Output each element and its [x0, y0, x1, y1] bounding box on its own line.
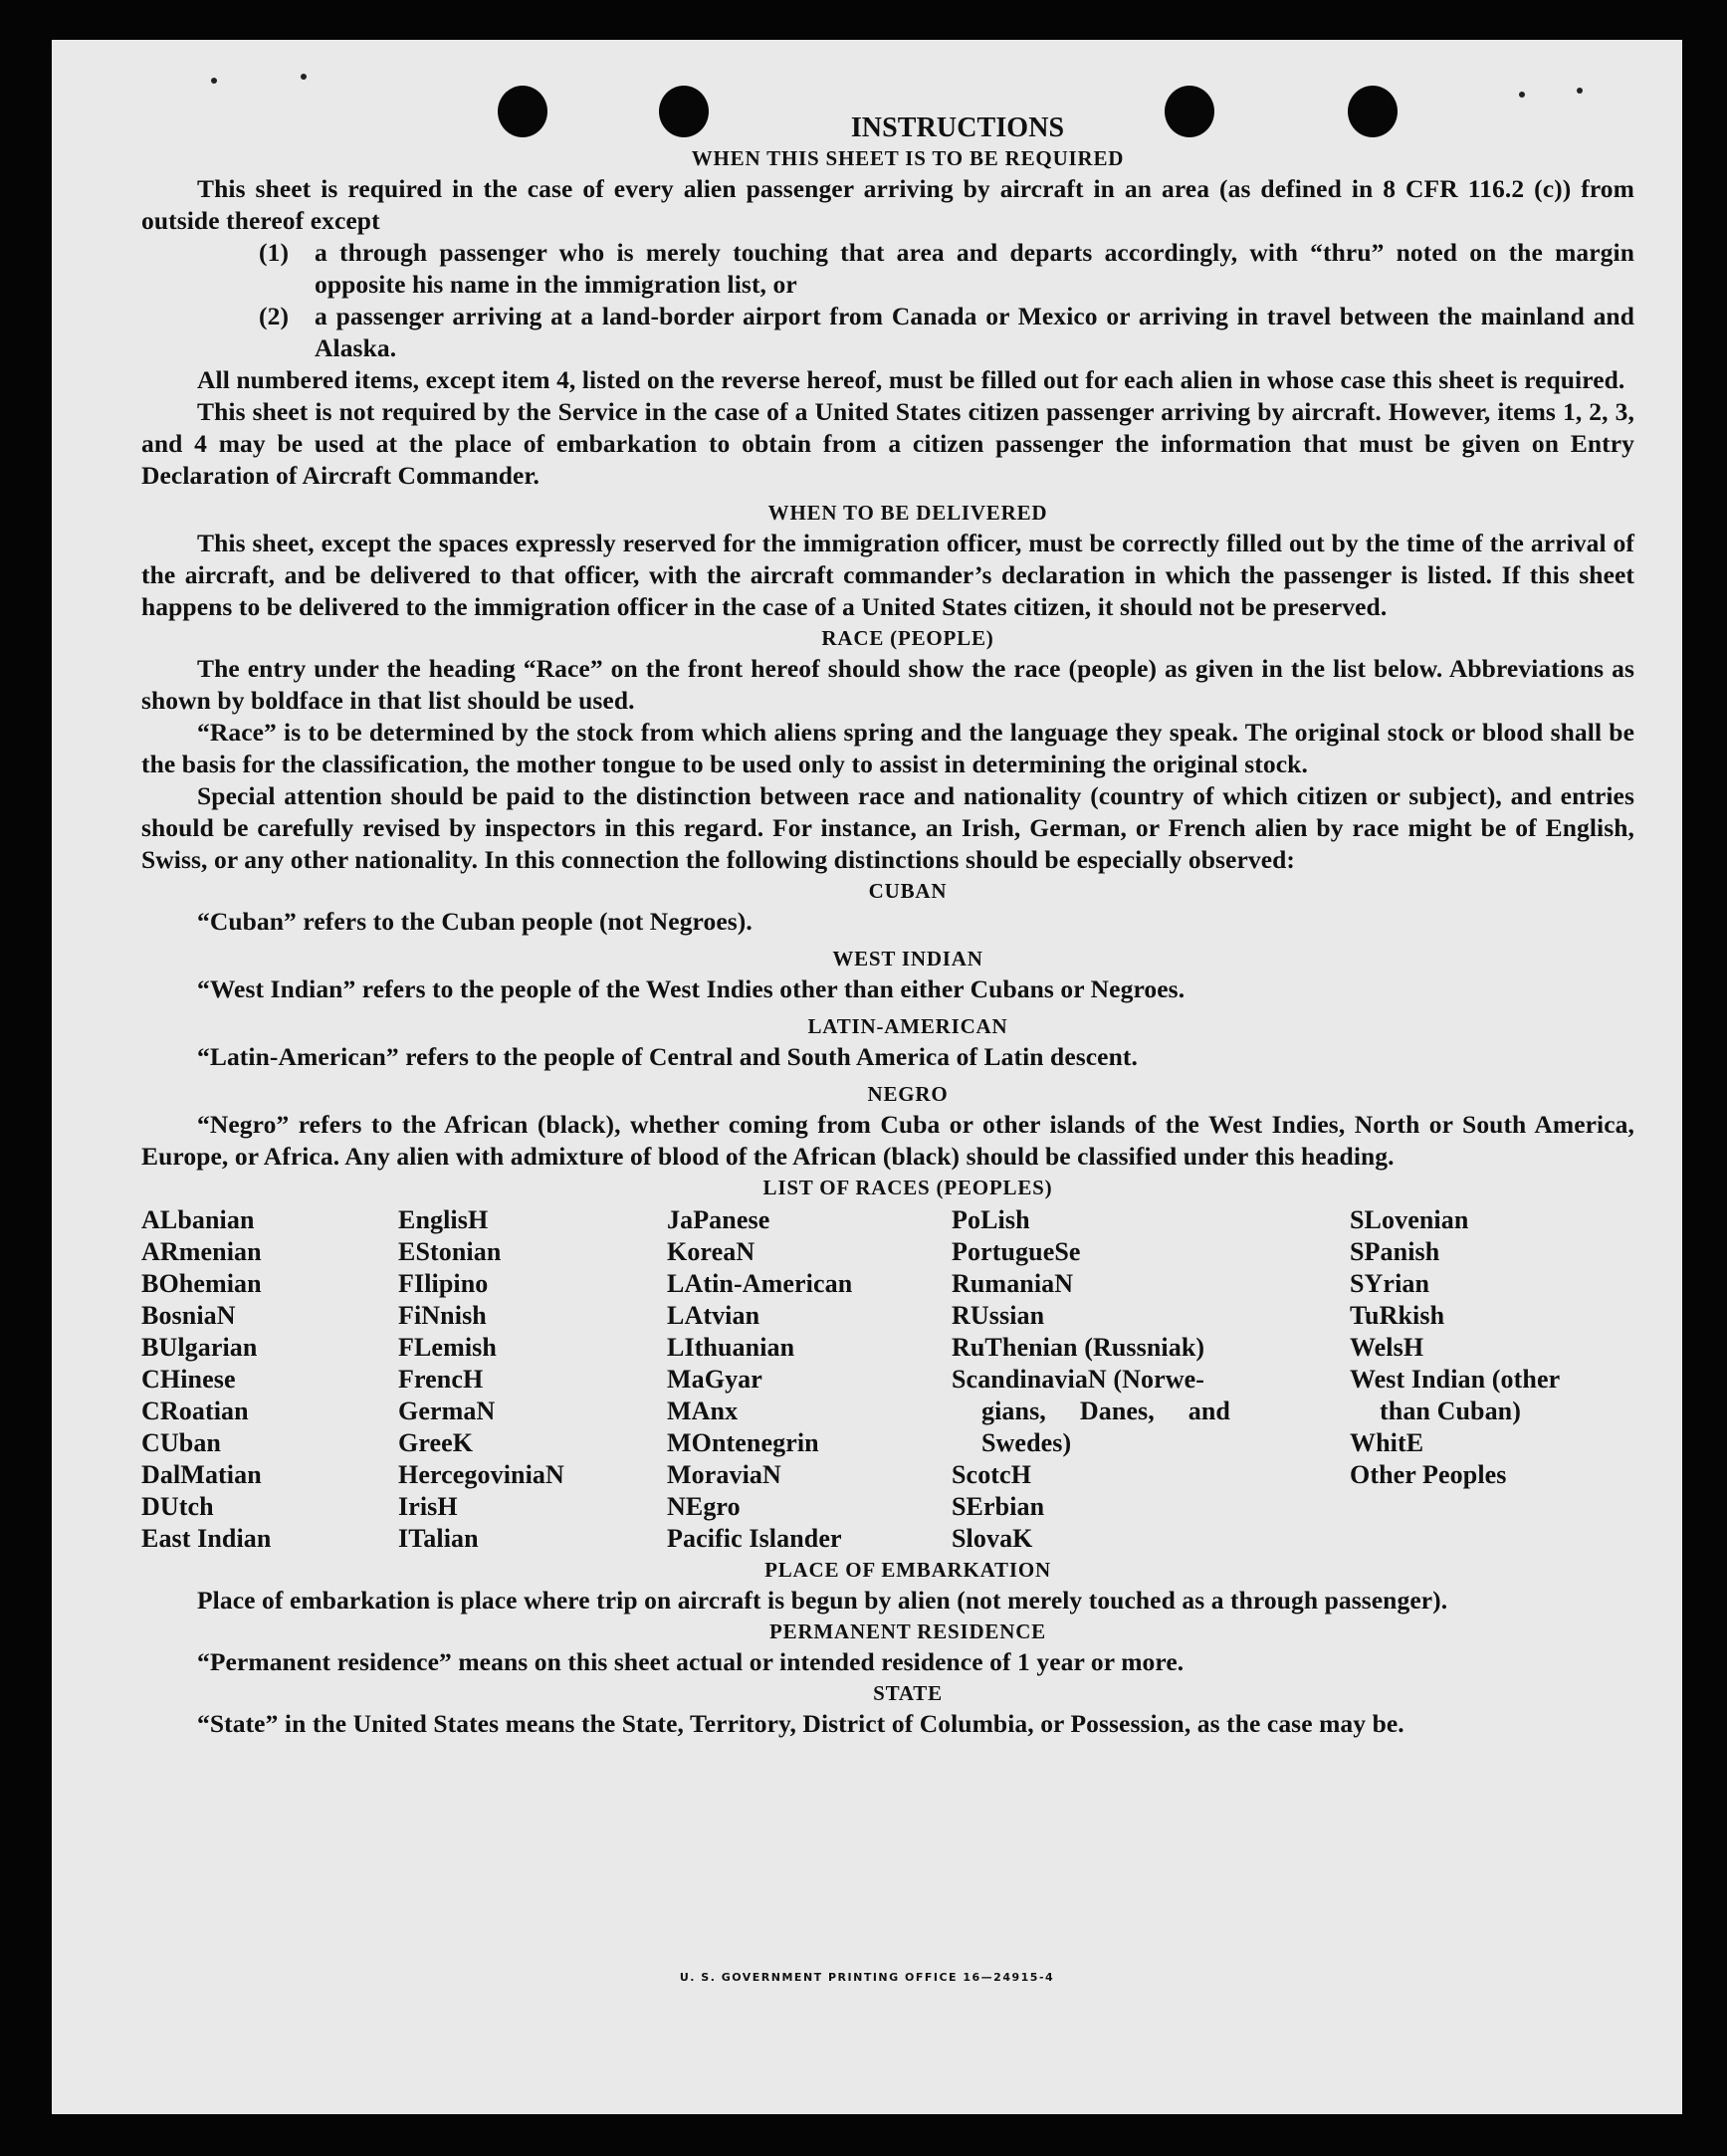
race-item: SYrian	[1350, 1269, 1430, 1298]
heading-latin-american: LATIN-AMERICAN	[807, 1014, 1008, 1038]
race-item: MoraviaN	[667, 1460, 781, 1489]
heading-when-required: WHEN THIS SHEET IS TO BE REQUIRED	[691, 146, 1125, 170]
heading-negro: NEGRO	[867, 1082, 949, 1106]
race-column	[1350, 1204, 1634, 1555]
race-item: ARmenian	[141, 1237, 262, 1266]
race-item: FrencH	[398, 1365, 484, 1394]
item-text: a through passenger who is merely touching that area and departs accordingly, with “thru” noted on the margin opposite his name in the immigration list, or	[315, 238, 1634, 299]
race-item: TuRkish	[1350, 1301, 1445, 1330]
paragraph: Special attention should be paid to the distinction between race and nationality (country of which citizen or subject), and entries should be carefully revised by inspectors in this regard. For instance, an Irish, German, or French alien by race might be of English, Swiss, or any other nationality. In this connection the following distinctions should be especially observed:	[141, 781, 1634, 874]
race-item: JaPanese	[667, 1205, 770, 1234]
race-item: CRoatian	[141, 1397, 249, 1425]
race-item: IrisH	[398, 1492, 458, 1521]
paragraph: “Negro” refers to the African (black), whether coming from Cuba or other islands of the West Indies, North or South America, Europe, or Africa. Any alien with admixture of blood of the African (black) should be classified under this heading.	[141, 1110, 1634, 1171]
race-item: EnglisH	[398, 1205, 489, 1234]
race-item: ITalian	[398, 1524, 479, 1553]
numbered-item	[141, 237, 1634, 301]
speck	[1519, 92, 1525, 98]
race-item: RumaniaN	[952, 1269, 1074, 1298]
race-item: SErbian	[952, 1492, 1045, 1521]
heading-permanent-residence: PERMANENT RESIDENCE	[769, 1619, 1046, 1643]
race-item: CHinese	[141, 1365, 236, 1394]
item-number: (1)	[259, 238, 290, 267]
race-item: GermaN	[398, 1397, 496, 1425]
race-item: RuThenian (Russniak)	[952, 1333, 1205, 1362]
heading-west-indian: WEST INDIAN	[832, 947, 983, 970]
instructions-body	[141, 111, 1634, 1740]
heading-state: STATE	[873, 1681, 943, 1705]
race-item: SPanish	[1350, 1237, 1440, 1266]
paragraph: The entry under the heading “Race” on the front hereof should show the race (people) as given in the list below. Abbreviations as shown by boldface in that list should be used.	[141, 654, 1634, 715]
race-item: NEgro	[667, 1492, 741, 1521]
paragraph: This sheet is not required by the Service in the case of a United States citizen passenger arriving by aircraft. However, items 1, 2, 3, and 4 may be used at the place of embarkation to obtain from a citizen passenger the information that must be given on Entry Declaration of Aircraft Commander.	[141, 397, 1634, 490]
race-column	[952, 1204, 1350, 1555]
heading-embarkation: PLACE OF EMBARKATION	[764, 1558, 1051, 1582]
paragraph: “Latin-American” refers to the people of Central and South America of Latin descent.	[197, 1042, 1138, 1071]
race-item: Pacific Islander	[667, 1524, 842, 1553]
race-item: CUban	[141, 1428, 221, 1457]
paragraph: “Cuban” refers to the Cuban people (not Negroes).	[197, 907, 753, 936]
numbered-item	[141, 301, 1634, 364]
race-item: Other Peoples	[1350, 1460, 1507, 1489]
paragraph: Place of embarkation is place where trip on aircraft is begun by alien (not merely touched as a through passenger).	[197, 1586, 1448, 1615]
race-item: HercegoviniaN	[398, 1460, 564, 1489]
race-item-continued: than Cuban)	[1380, 1397, 1521, 1425]
race-item: MAnx	[667, 1397, 739, 1425]
page-title: INSTRUCTIONS	[850, 112, 1065, 143]
speck	[1577, 88, 1583, 94]
race-item: BUlgarian	[141, 1333, 258, 1362]
race-item: LAtvian	[667, 1301, 760, 1330]
race-item: BOhemian	[141, 1269, 262, 1298]
race-item: WhitE	[1350, 1428, 1424, 1457]
heading-cuban: CUBAN	[868, 879, 948, 903]
race-item: DalMatian	[141, 1460, 262, 1489]
race-item: KoreaN	[667, 1237, 756, 1266]
race-item: BosniaN	[141, 1301, 236, 1330]
race-item: EStonian	[398, 1237, 502, 1266]
paragraph: All numbered items, except item 4, listed on the reverse hereof, must be filled out for each alien in whose case this sheet is required.	[197, 365, 1625, 394]
race-column	[398, 1204, 667, 1555]
speck	[211, 78, 217, 84]
race-item: MaGyar	[667, 1365, 762, 1394]
heading-race: RACE (PEOPLE)	[821, 626, 994, 650]
race-item-continued: gians, Danes, and	[981, 1397, 1230, 1425]
race-column	[141, 1204, 398, 1555]
race-item: PortugueSe	[952, 1237, 1081, 1266]
race-item: PoLish	[952, 1205, 1030, 1234]
speck	[301, 74, 307, 80]
race-item: GreeK	[398, 1428, 474, 1457]
printer-imprint: U. S. GOVERNMENT PRINTING OFFICE 16—24915-4	[679, 1971, 1055, 1984]
paragraph: This sheet is required in the case of every alien passenger arriving by aircraft in an area (as defined in 8 CFR 116.2 (c)) from outside thereof except	[141, 174, 1634, 235]
race-item: FiNnish	[398, 1301, 487, 1330]
heading-list-of-races: LIST OF RACES (PEOPLES)	[762, 1176, 1053, 1199]
item-number: (2)	[259, 302, 290, 330]
race-item: RUssian	[952, 1301, 1045, 1330]
race-item: LAtin-American	[667, 1269, 853, 1298]
race-column	[667, 1204, 952, 1555]
race-item: ScotcH	[952, 1460, 1032, 1489]
race-item-continued: Swedes)	[981, 1428, 1072, 1457]
paragraph: This sheet, except the spaces expressly reserved for the immigration officer, must be correctly filled out by the time of the arrival of the aircraft, and be delivered to that officer, with the aircraft commander’s declaration in which the passenger is listed. If this sheet happens to be delivered to the immigration officer in the case of a United States citizen, it should not be preserved.	[141, 529, 1634, 621]
race-list	[141, 1204, 1634, 1555]
race-item: SlovaK	[952, 1524, 1033, 1553]
race-item: DUtch	[141, 1492, 214, 1521]
paragraph: “West Indian” refers to the people of the West Indies other than either Cubans or Negroes.	[197, 974, 1186, 1003]
race-item: WelsH	[1350, 1333, 1424, 1362]
race-item: LIthuanian	[667, 1333, 795, 1362]
race-item: ALbanian	[141, 1205, 255, 1234]
race-item: MOntenegrin	[667, 1428, 819, 1457]
race-item: East Indian	[141, 1524, 272, 1553]
paragraph: “Race” is to be determined by the stock from which aliens spring and the language they speak. The original stock or blood shall be the basis for the classification, the mother tongue to be used only to assist in determining the original stock.	[141, 718, 1634, 778]
paragraph: “Permanent residence” means on this sheet actual or intended residence of 1 year or more.	[197, 1647, 1185, 1676]
item-text: a passenger arriving at a land-border airport from Canada or Mexico or arriving in travel between the mainland and Alaska.	[315, 302, 1634, 362]
race-item: SLovenian	[1350, 1205, 1469, 1234]
document-sheet	[52, 40, 1682, 2114]
heading-when-delivered: WHEN TO BE DELIVERED	[767, 501, 1048, 525]
race-item: ScandinaviaN (Norwe-	[952, 1365, 1205, 1394]
paragraph: “State” in the United States means the State, Territory, District of Columbia, or Possession, as the case may be.	[197, 1709, 1404, 1738]
race-item: FLemish	[398, 1333, 497, 1362]
race-item: West Indian (other	[1350, 1365, 1561, 1394]
race-item: FIlipino	[398, 1269, 489, 1298]
